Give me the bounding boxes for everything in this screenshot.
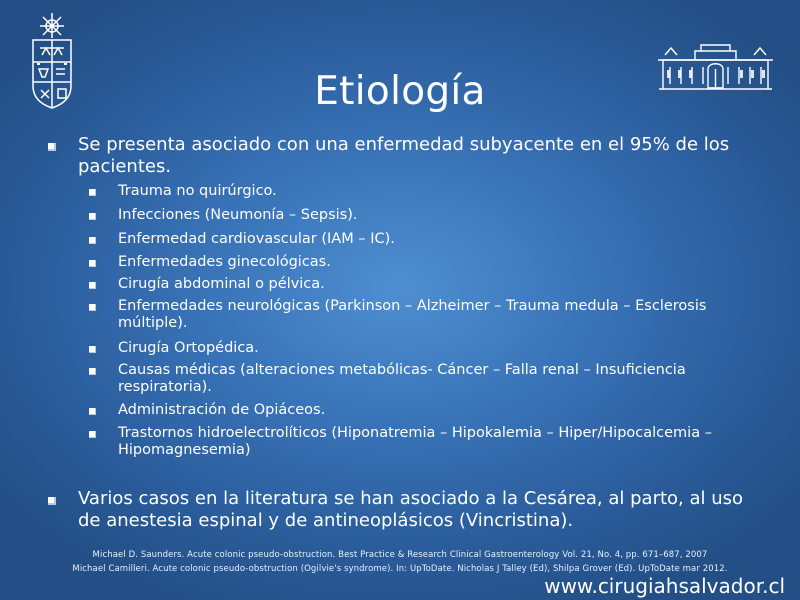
square-bullet-icon (89, 304, 96, 311)
bullet-text: Trauma no quirúrgico. (118, 183, 277, 199)
square-bullet-icon (89, 213, 96, 220)
reference-line: Michael Camilleri. Acute colonic pseudo-obstruction (Ogilvie's syndrome). In: UpToDate. Nicholas J Talley (Ed), Shilpa Grover (Ed). UpToDate mar 2012. (72, 564, 728, 574)
bullet-text: Causas médicas (alteraciones metabólicas- Cáncer – Falla renal – Insuficiencia respiratoria). (118, 362, 686, 395)
square-bullet-icon (89, 237, 96, 244)
square-bullet-icon (89, 260, 96, 267)
references (0, 548, 800, 576)
bullet-text: Se presenta asociado con una enfermedad subyacente en el 95% de los pacientes. (78, 134, 730, 177)
square-bullet-icon (89, 368, 96, 375)
bullet-text: Enfermedades neurológicas (Parkinson – Alzheimer – Trauma medula – Esclerosis múltiple). (118, 298, 707, 331)
square-bullet-icon (89, 189, 96, 196)
bullet-text: Administración de Opiáceos. (118, 402, 326, 418)
bullet-text: Cirugía Ortopédica. (118, 340, 259, 356)
bullet-text: Varios casos en la literatura se han asociado a la Cesárea, al parto, al uso de anestesia espinal y de antineoplásicos (Vincristina). (78, 488, 744, 531)
bullet-text: Trastornos hidroelectrolíticos (Hiponatremia – Hipokalemia – Hiper/Hipocalcemia – Hipomagnesemia) (118, 425, 712, 458)
bullet-text: Infecciones (Neumonía – Sepsis). (118, 207, 358, 223)
slide-title: Etiología (314, 69, 486, 115)
bullet-text: Cirugía abdominal o pélvica. (118, 276, 325, 292)
square-bullet-icon (89, 431, 96, 438)
square-bullet-icon (48, 497, 56, 505)
bullet-text: Enfermedad cardiovascular (IAM – IC). (118, 231, 395, 247)
reference-line: Michael D. Saunders. Acute colonic pseudo-obstruction. Best Practice & Research Clinical Gastroenterology Vol. 21, No. 4, pp. 671–687, 2007 (92, 550, 708, 560)
website-url: www.cirugiahsalvador.cl (544, 574, 785, 598)
square-bullet-icon (89, 282, 96, 289)
square-bullet-icon (48, 143, 56, 151)
bullet-text: Enfermedades ginecológicas. (118, 254, 331, 270)
square-bullet-icon (89, 408, 96, 415)
square-bullet-icon (89, 346, 96, 353)
